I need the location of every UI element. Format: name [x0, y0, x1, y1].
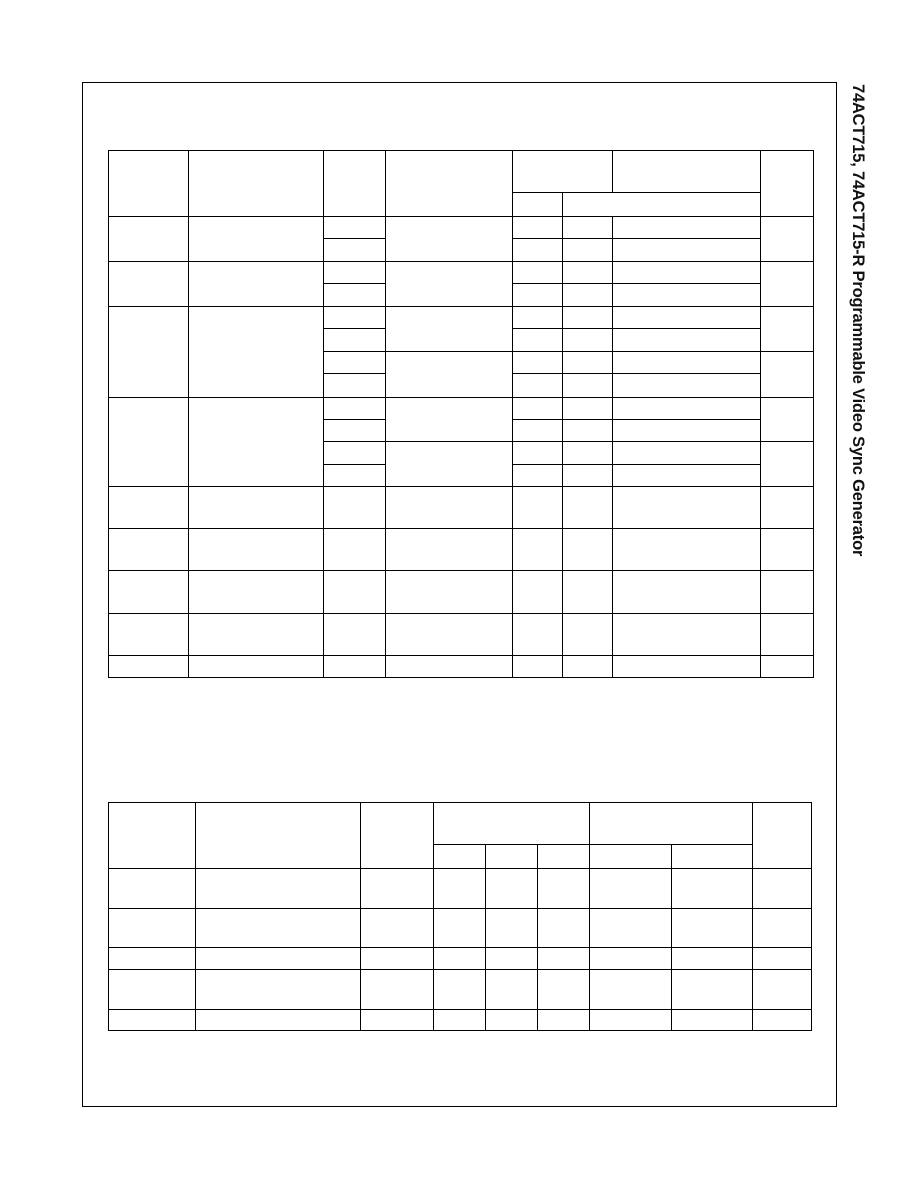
- table-cell: [538, 869, 590, 909]
- table-cell: [563, 529, 613, 571]
- table-cell: [761, 262, 814, 306]
- table-cell: [563, 419, 613, 441]
- table-cell: [361, 909, 434, 948]
- table-cell: [613, 465, 761, 487]
- table-cell: [109, 1010, 196, 1031]
- table-cell: [613, 239, 761, 262]
- table-row: [109, 306, 814, 328]
- table-cell: [189, 487, 324, 529]
- table-cell: [109, 948, 196, 970]
- table-header-row: [109, 151, 814, 193]
- table-cell: [613, 373, 761, 397]
- table-cell: [434, 948, 486, 970]
- table-cell: [109, 306, 189, 397]
- table-cell: [672, 1010, 753, 1031]
- table-cell: [590, 970, 672, 1010]
- table-cell: [189, 397, 324, 486]
- table-cell: [324, 571, 386, 613]
- table-row: [109, 613, 814, 655]
- table-cell: [513, 262, 563, 284]
- table-cell: [590, 948, 672, 970]
- table-cell: [486, 1010, 538, 1031]
- table-cell: [563, 571, 613, 613]
- table-row: [109, 948, 812, 970]
- table-cell: [761, 351, 814, 397]
- table-row: [109, 909, 812, 948]
- table-cell: [324, 465, 386, 487]
- table-cell: [563, 487, 613, 529]
- table-cell: [613, 613, 761, 655]
- table-cell: [761, 487, 814, 529]
- table-cell: [613, 284, 761, 306]
- table-cell: [538, 970, 590, 1010]
- table-cell: [672, 970, 753, 1010]
- table-cell: [613, 529, 761, 571]
- table-cell: [513, 442, 563, 465]
- table-cell: [613, 571, 761, 613]
- header-cell: [324, 151, 386, 217]
- table-cell: [386, 397, 513, 441]
- table-cell: [753, 970, 812, 1010]
- table-cell: [538, 909, 590, 948]
- table-cell: [590, 869, 672, 909]
- table-cell: [761, 306, 814, 351]
- table-cell: [563, 217, 613, 239]
- table-cell: [563, 328, 613, 351]
- table-cell: [386, 613, 513, 655]
- table-cell: [324, 284, 386, 306]
- table-cell: [196, 970, 361, 1010]
- lower-table: [108, 802, 812, 1031]
- table-cell: [386, 571, 513, 613]
- table-cell: [563, 373, 613, 397]
- table-cell: [613, 262, 761, 284]
- table-cell: [361, 970, 434, 1010]
- header-cell: [761, 151, 814, 217]
- header-cell: [513, 151, 613, 193]
- table-cell: [753, 1010, 812, 1031]
- upper-table: [108, 150, 814, 678]
- table-cell: [538, 1010, 590, 1031]
- header-cell: [613, 151, 761, 193]
- header-cell: [196, 803, 361, 869]
- table-row: [109, 970, 812, 1010]
- table-cell: [613, 655, 761, 677]
- table-cell: [486, 948, 538, 970]
- table-cell: [761, 217, 814, 262]
- table-cell: [613, 419, 761, 441]
- table-cell: [109, 217, 189, 262]
- table-cell: [324, 397, 386, 419]
- table-cell: [513, 571, 563, 613]
- table-cell: [109, 487, 189, 529]
- table-cell: [753, 909, 812, 948]
- table-cell: [513, 328, 563, 351]
- table-row: [109, 655, 814, 677]
- table-cell: [672, 909, 753, 948]
- header-cell: [109, 803, 196, 869]
- table-cell: [324, 655, 386, 677]
- table-cell: [613, 351, 761, 373]
- document-title: 74ACT715, 74ACT715-R Programmable Video Sync Generator: [849, 84, 867, 557]
- table-cell: [672, 869, 753, 909]
- table-cell: [761, 571, 814, 613]
- table-cell: [109, 262, 189, 306]
- table-cell: [563, 397, 613, 419]
- table-cell: [563, 284, 613, 306]
- table-cell: [189, 571, 324, 613]
- table-cell: [563, 465, 613, 487]
- table-cell: [672, 948, 753, 970]
- header-cell: [590, 803, 753, 845]
- table-cell: [196, 948, 361, 970]
- table-cell: [486, 869, 538, 909]
- table-cell: [486, 970, 538, 1010]
- table-row: [109, 397, 814, 419]
- header-cell: [513, 193, 563, 217]
- table-cell: [753, 948, 812, 970]
- table-cell: [513, 239, 563, 262]
- table-cell: [386, 217, 513, 262]
- table-row: [109, 529, 814, 571]
- table-cell: [324, 262, 386, 284]
- header-cell: [590, 845, 672, 869]
- table-cell: [590, 1010, 672, 1031]
- table-cell: [189, 217, 324, 262]
- table-cell: [761, 655, 814, 677]
- table-cell: [563, 351, 613, 373]
- table-cell: [196, 869, 361, 909]
- table-cell: [324, 217, 386, 239]
- header-cell: [386, 151, 513, 217]
- table-cell: [109, 909, 196, 948]
- table-cell: [196, 909, 361, 948]
- table-cell: [324, 529, 386, 571]
- table-cell: [361, 948, 434, 970]
- header-cell: [189, 151, 324, 217]
- header-cell: [563, 193, 761, 217]
- table-cell: [761, 613, 814, 655]
- table-cell: [189, 262, 324, 306]
- table-cell: [513, 306, 563, 328]
- table-cell: [109, 397, 189, 486]
- table-cell: [324, 487, 386, 529]
- table-cell: [386, 655, 513, 677]
- table-cell: [386, 262, 513, 306]
- table-cell: [590, 909, 672, 948]
- header-cell: [486, 845, 538, 869]
- header-cell: [753, 803, 812, 869]
- table-row: [109, 487, 814, 529]
- table-cell: [513, 487, 563, 529]
- table-cell: [513, 655, 563, 677]
- table-cell: [189, 529, 324, 571]
- table-cell: [513, 373, 563, 397]
- table-cell: [189, 306, 324, 397]
- table-cell: [109, 970, 196, 1010]
- table-cell: [563, 262, 613, 284]
- table-cell: [196, 1010, 361, 1031]
- table-header-row: [109, 803, 812, 845]
- table-cell: [563, 613, 613, 655]
- table-cell: [324, 351, 386, 373]
- table-row: [109, 571, 814, 613]
- table-cell: [486, 909, 538, 948]
- table-cell: [324, 239, 386, 262]
- table-cell: [563, 306, 613, 328]
- table-cell: [538, 948, 590, 970]
- header-cell: [434, 845, 486, 869]
- table-cell: [761, 529, 814, 571]
- table-cell: [434, 869, 486, 909]
- header-cell: [109, 151, 189, 217]
- table-cell: [189, 613, 324, 655]
- table-cell: [434, 970, 486, 1010]
- table-cell: [613, 328, 761, 351]
- header-cell: [672, 845, 753, 869]
- table-cell: [513, 465, 563, 487]
- table-cell: [513, 419, 563, 441]
- table-cell: [513, 529, 563, 571]
- table-cell: [324, 306, 386, 328]
- table-cell: [761, 397, 814, 441]
- table-cell: [386, 529, 513, 571]
- table-row: [109, 869, 812, 909]
- table-cell: [563, 239, 613, 262]
- header-cell: [361, 803, 434, 869]
- header-cell: [434, 803, 590, 845]
- table-cell: [563, 442, 613, 465]
- table-cell: [513, 284, 563, 306]
- table-cell: [513, 217, 563, 239]
- table-cell: [324, 373, 386, 397]
- table-cell: [613, 397, 761, 419]
- table-cell: [434, 1010, 486, 1031]
- table-cell: [324, 419, 386, 441]
- table-cell: [386, 442, 513, 487]
- table-cell: [613, 487, 761, 529]
- table-cell: [613, 217, 761, 239]
- table-cell: [324, 328, 386, 351]
- table-cell: [513, 397, 563, 419]
- table-cell: [753, 869, 812, 909]
- header-cell: [538, 845, 590, 869]
- table-cell: [324, 442, 386, 465]
- table-cell: [386, 306, 513, 351]
- table-cell: [109, 571, 189, 613]
- table-cell: [613, 306, 761, 328]
- table-cell: [324, 613, 386, 655]
- table-cell: [613, 442, 761, 465]
- table-cell: [434, 909, 486, 948]
- table-cell: [109, 869, 196, 909]
- table-cell: [189, 655, 324, 677]
- table-cell: [761, 442, 814, 487]
- table-cell: [109, 613, 189, 655]
- table-cell: [386, 351, 513, 397]
- table-cell: [361, 869, 434, 909]
- table-cell: [513, 351, 563, 373]
- table-row: [109, 262, 814, 284]
- table-cell: [386, 487, 513, 529]
- table-cell: [513, 613, 563, 655]
- table-row: [109, 1010, 812, 1031]
- table-cell: [361, 1010, 434, 1031]
- table-cell: [109, 529, 189, 571]
- table-cell: [563, 655, 613, 677]
- table-row: [109, 217, 814, 239]
- table-cell: [109, 655, 189, 677]
